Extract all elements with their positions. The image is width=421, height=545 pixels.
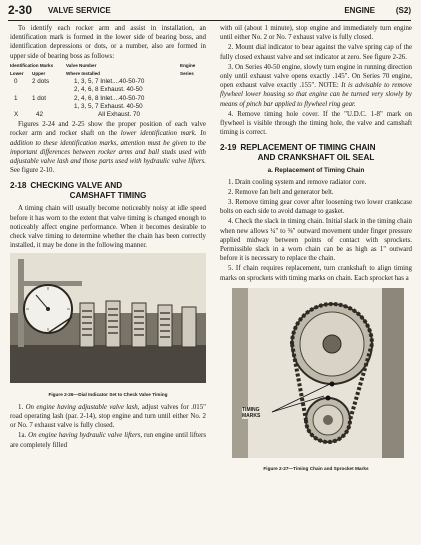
subsection-heading: a. Replacement of Timing Chain [267,167,365,175]
table-header-cell: Engine [180,62,196,68]
table-row [10,95,206,103]
heading-text: REPLACEMENT OF TIMING CHAIN [240,143,376,153]
left-column [10,24,206,451]
table-header-cell: Series [180,71,194,76]
table-cell: 0 [14,78,18,86]
section-heading-2-18 [10,181,206,200]
paragraph [10,403,206,431]
paragraph: A timing chain will usually become noticeably noisy at idle speed before it has worn to the extent that valve timing is changed enough to noticeably affect engine performance. When it becomes desirable to check valve timing to determine whether the chain has been correctly installed, it may be done in the following manner. [10,205,206,250]
paragraph: 1. Drain cooling system and remove radiator core. [228,178,367,186]
label-text: TIMING [242,407,260,414]
table-cell: 1, 3, 5, 7 Exhaust. 40-50 [74,102,143,110]
table-row [10,78,206,86]
heading-number: 2-19 [220,143,237,153]
chapter-title: ENGINE [344,6,375,15]
text-run: 3. On Series 40-50 engine, slowly turn engine in running direction only until exhaust valve opens exactly .145". On Series 70 engine, open exhaust valve exactly .155". NOTE: [220,63,412,90]
paragraph: 2. Remove fan belt and generator belt. [228,188,334,196]
table-cell: 1, 3, 5, 7 Inlet....40-50-70 [74,78,145,86]
text-run-italic: On engine having hydraulic valve lifters, [28,432,143,440]
table-subheader [10,70,206,78]
label-text: MARKS [242,413,261,420]
heading-text: CHECKING VALVE AND [30,181,123,191]
table-cell: 1 [14,94,18,102]
right-column [220,24,412,477]
text-run: adjust valves for .015" road operating lash (par. 2-14), stop engine and turn until either No. 2 or No. 7 exhaust valve is fully closed. [10,403,206,430]
paragraph: 3. Remove timing gear cover after loosening two lower crankcase bolts on each side to avoid damage to gasket. [220,199,412,216]
paragraph: 4. Check the slack in timing chain. Initial slack in the timing chain when new allows ¼" to ⅜" outward movement under finger pressure applied midway between points of contact with sprockets. Permissible slack in a worn chain can be as high as 1" outward before it is necessary to replace the chain. [220,218,412,263]
table-header-cell: Lower [10,71,24,76]
section-heading-2-19 [220,143,412,162]
table-header-cell: Identification Marks [10,62,54,68]
paragraph [10,120,206,175]
paragraph: To identify each rocker arm and assist in installation, an identification mark is formed in the lower side of bearing boss, and identification depressions or dots, or a number, also are formed in upper side of bearing boss as follows: [10,25,206,60]
heading-text: AND CRANKSHAFT OIL SEAL [257,152,375,162]
figure-caption: Figure 2-27—Timing Chain and Sprocket Marks [263,466,369,472]
table-header-cell: Where Installed [66,71,100,76]
table-cell: 2, 4, 6, 8 Exhaust. 40-50 [74,86,143,94]
paragraph [220,63,412,109]
table-header-cell: Upper [32,71,46,76]
paragraph: with oil (about 1 minute), stop engine and immediately turn engine until either No. 2 or No. 7 exhaust valve is fully closed. [220,25,412,42]
timing-marks-label [242,407,260,419]
text-run-italic: It is advisable to remove flywheel lower housing so that engine can be turned very slowly by means of pinch bar applied to flywheel ring gear. [220,82,412,108]
chapter-number: (S2) [395,6,411,15]
page-number: 2-30 [8,3,33,17]
heading-number: 2-18 [10,181,27,191]
paragraph: 5. If chain requires replacement, turn crankshaft to align timing marks on sprockets with timing marks on chain. Each sprocket has a [220,265,412,282]
table-cell: 2, 4, 6, 8 Inlet....40-50-70 [74,94,145,102]
identification-table [10,62,206,119]
paragraph: 4. Remove timing hole cover. If the "U.D.C. 1-8" mark on flywheel is visible through the timing hole, the valve and camshaft timing is correct. [220,110,412,137]
text-run-italic: lower identification mark. In addition to these identification marks, attention must be given to the important differences between rocker arms and ball studs used with adjustable valve lash and those parts used with hydraulic valve lifters. [10,130,206,165]
table-cell: 2 dots [32,78,50,86]
table-cell: X [14,110,19,118]
table-cell: All Exhaust. 70 [98,110,141,118]
table-row [10,86,206,94]
section-title: VALVE SERVICE [48,6,111,15]
table-header-cell: Valve Number [66,62,97,68]
table-header [10,62,206,70]
table-row [10,103,206,111]
text-run: run engine until lifters are completely filled [10,432,207,449]
heading-text: CAMSHAFT TIMING [69,190,147,200]
page-header [8,4,411,21]
text-run: 1a. [18,432,29,440]
timing-chain-photo [232,288,404,458]
text-run: 1. [18,403,26,411]
paragraph [10,431,206,449]
text-run: See figure 2-10. [10,167,55,175]
text-run: Figures 2-24 and 2-25 show the proper position of each valve rocker arm and rocker shaft on the [10,121,206,138]
table-cell: 42 [36,110,44,118]
table-row [10,111,206,119]
table-cell: 1 dot [32,94,47,102]
dial-indicator-photo [10,253,206,383]
figure-caption: Figure 2-26—Dial Indicator Set to Check Valve Timing [48,391,168,397]
text-run-italic: On engine having adjustable valve lash, [25,403,140,411]
paragraph: 2. Mount dial indicator to bear against the valve spring cap of the fully closed exhaust valve and set indicator at zero. See figure 2-26. [220,44,412,61]
